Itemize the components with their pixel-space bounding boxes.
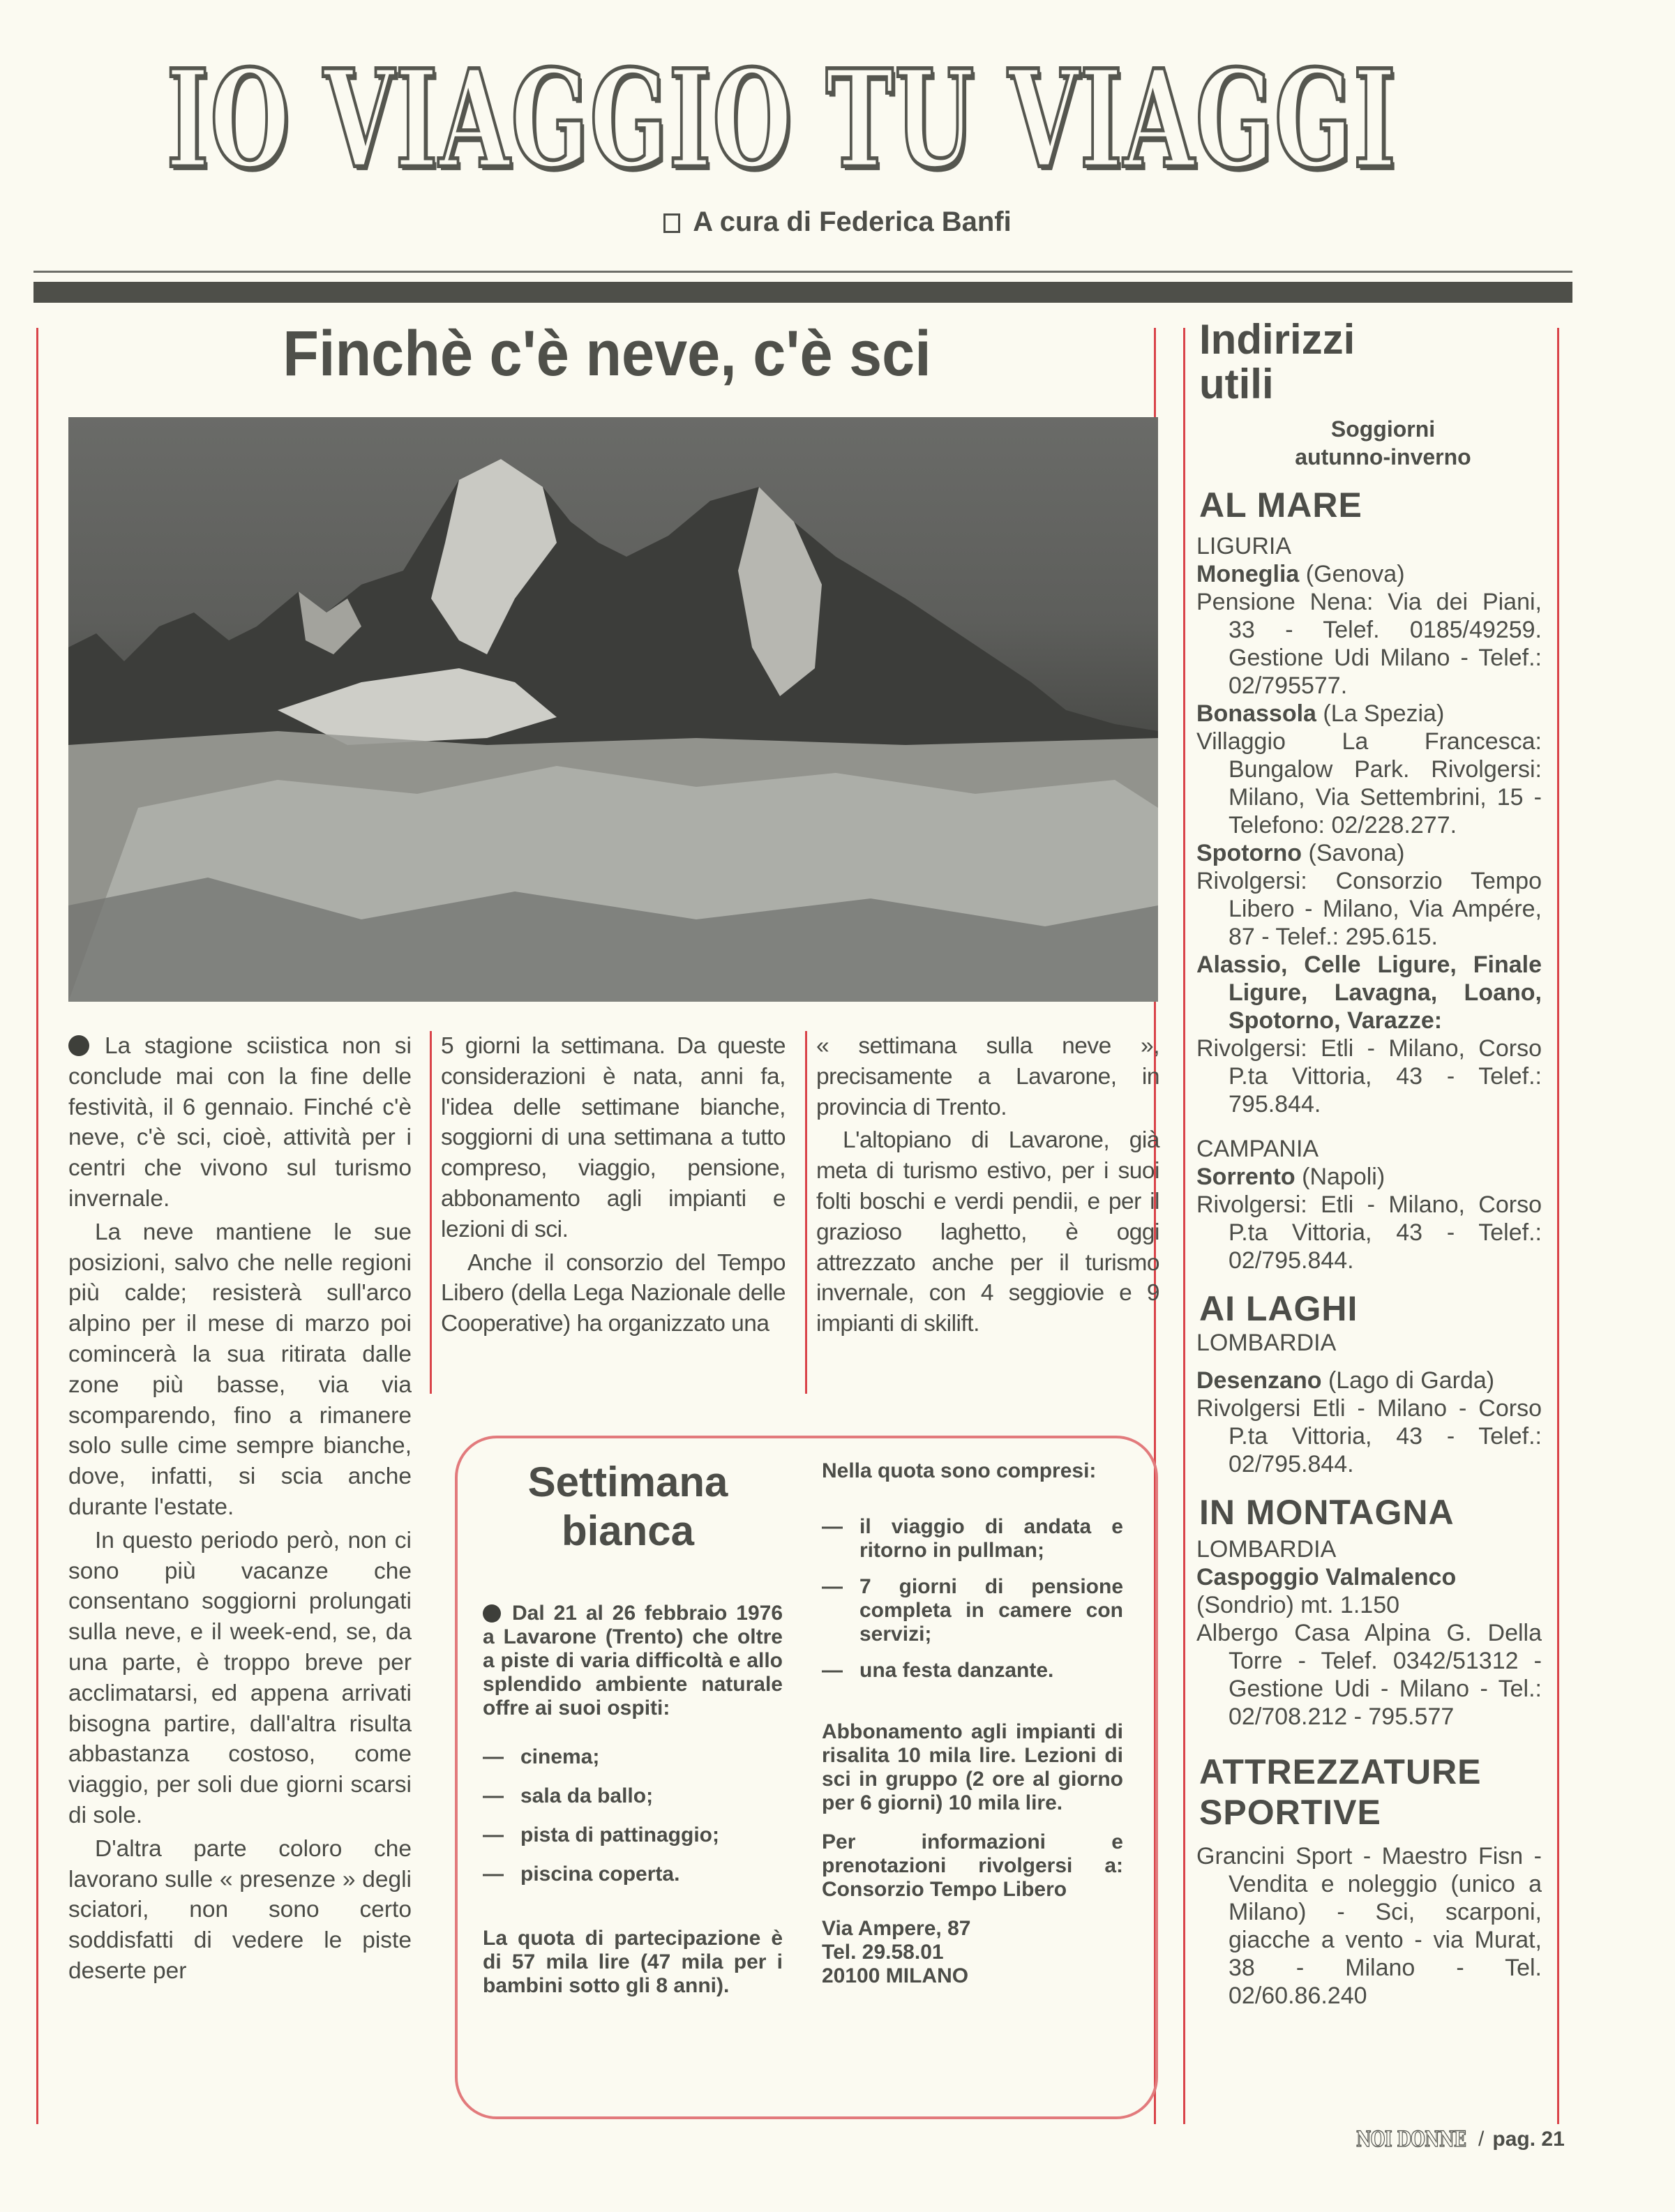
bullet-icon <box>483 1604 501 1623</box>
offer-item: — cinema; <box>483 1745 600 1768</box>
included-item: — 7 giorni di pensione completa in camere con servizi; <box>822 1575 1123 1646</box>
offer-item: — pista di pattinaggio; <box>483 1823 719 1846</box>
bullet-icon <box>68 1035 89 1056</box>
page-footer: NOI DONNE / pag. 21 <box>1355 2126 1565 2152</box>
box-address-city: 20100 MILANO <box>822 1964 969 1987</box>
page-number: pag. 21 <box>1492 2128 1565 2151</box>
column-rule-2 <box>805 1031 807 1394</box>
section-heading: AI LAGHI <box>1199 1289 1358 1328</box>
article-paragraph: « settimana sulla neve », precisamente a Lavarone, in provincia di Trento. <box>816 1033 1159 1120</box>
region-label: LOMBARDIA <box>1196 1536 1337 1563</box>
divider-thin <box>33 271 1572 273</box>
magazine-logo: NOI DONNE <box>1355 2126 1466 2152</box>
region-label: LOMBARDIA <box>1196 1330 1337 1356</box>
dash-icon: — <box>483 1823 504 1846</box>
dash-icon: — <box>822 1575 843 1598</box>
mountain-photo <box>68 417 1158 1002</box>
address-entry: Sorrento (Napoli) Rivolgersi: Etli - Milano, Corso P.ta Vittoria, 43 - Telef.: 02/795.844. <box>1196 1164 1542 1274</box>
included-heading: Nella quota sono compresi: <box>822 1459 1097 1482</box>
article-column-2 <box>441 1031 786 1342</box>
sidebar-title: Indirizzi utili <box>1199 316 1355 407</box>
article-paragraph: 5 giorni la settimana. Da queste considerazioni è nata, anni fa, l'idea delle settimane bianche, soggiorni di una settimana a tutto compreso, viaggio, pensione, abbonamento agli impianti e lezioni di sci. <box>441 1033 786 1242</box>
section-heading: AL MARE <box>1199 486 1362 525</box>
address-entry: Grancini Sport - Maestro Fisn - Vendita e noleggio (unico a Milano) - Sci, scarponi, giacche a vento - via Murat, 38 - Milano - Tel. 02/60.86.240 <box>1196 1843 1542 2009</box>
column-rule-left <box>36 328 38 2124</box>
box-extras: Abbonamento agli impianti di risalita 10 mila lire. Lezioni di sci in gruppo (2 ore al giorno per 6 giorni) 10 mila lire. <box>822 1720 1123 1814</box>
dash-icon: — <box>822 1659 843 1682</box>
offer-item: — sala da ballo; <box>483 1784 654 1807</box>
masthead-title: IO VIAGGIO TU VIAGGI <box>166 39 1397 198</box>
dash-icon: — <box>483 1745 504 1768</box>
divider-thick <box>33 282 1572 303</box>
address-entry: Spotorno (Savona) Rivolgersi: Consorzio Tempo Libero - Milano, Via Ampére, 87 - Telef.: 295.615. <box>1196 840 1542 950</box>
article-paragraph: L'altopiano di Lavarone, già meta di turismo estivo, per i suoi folti boschi e verdi pendii, e per il grazioso laghetto, è oggi attrezzato anche per il turismo invernale, con 4 seggiovie e 9 impianti di skilift. <box>816 1127 1159 1337</box>
sidebar-rule-left <box>1183 328 1185 2124</box>
dash-icon: — <box>822 1515 843 1538</box>
box-address-street: Via Ampere, 87 <box>822 1917 971 1940</box>
sidebar-subtitle: Soggiorni autunno-inverno <box>1295 416 1471 469</box>
included-item: — una festa danzante. <box>822 1659 1054 1682</box>
indirizzi-utili-sidebar <box>1196 317 1542 2010</box>
offer-item: — piscina coperta. <box>483 1863 680 1886</box>
included-item: — il viaggio di andata e ritorno in pullman; <box>822 1515 1123 1562</box>
article-paragraph: D'altra parte coloro che lavorano sulle « presenze » degli sciatori, non sono certo soddisfatti di vedere le piste deserte per <box>68 1835 412 1984</box>
box-left-column <box>483 1602 783 1998</box>
article-paragraph: La stagione sciistica non si conclude mai con la fine delle festività, il 6 gennaio. Finché c'è neve, c'è sci, cioè, attività per i centri che vivono sul turismo invernale. <box>68 1033 412 1212</box>
section-heading: IN MONTAGNA <box>1199 1493 1455 1532</box>
box-intro: Dal 21 al 26 febbraio 1976 a Lavarone (Trento) che oltre a piste di varia difficoltà e allo splendido ambiente naturale offre ai suoi ospiti: <box>483 1602 783 1720</box>
article-paragraph: Anche il consorzio del Tempo Libero (della Lega Nazionale delle Cooperative) ha organizzato una <box>441 1249 786 1337</box>
article-column-1 <box>68 1031 412 1989</box>
column-rule-1 <box>430 1031 432 1394</box>
box-address-phone: Tel. 29.58.01 <box>822 1941 944 1964</box>
box-title: Settimana bianca <box>527 1459 728 1554</box>
byline <box>0 206 1675 238</box>
article-headline: Finchè c'è neve, c'è sci <box>283 318 931 389</box>
byline-text: A cura di Federica Banfi <box>693 206 1012 237</box>
address-entry: Bonassola (La Spezia) Villaggio La Francesca: Bungalow Park. Rivolgersi: Milano, Via Settembrini, 15 - Telefono: 02/228.277. <box>1196 700 1542 838</box>
dash-icon: — <box>483 1863 504 1886</box>
mountain-illustration <box>68 417 1158 1002</box>
article-paragraph: La neve mantiene le sue posizioni, salvo che nelle regioni più calde; resisterà sull'arco alpino per il mese di marzo poi comincerà la sua ritirata dalle zone più basse, via via scomparendo, fino a rimanere solo sulle cime sempre bianche, dove, infatti, si scia anche durante l'estate. <box>68 1219 412 1520</box>
box-right-column <box>822 1459 1123 1988</box>
article-paragraph: In questo periodo però, non ci sono più vacanze che consentano soggiorni prolungati sulla neve, e il week-end, se, da una parte, è troppo breve per acclimatarsi, ed appena arrivati bisogna partire, dall'altra risulta abbastanza costoso, come viaggio, per soli due giorni scarsi di sole. <box>68 1527 412 1828</box>
address-entry: Alassio, Celle Ligure, Finale Ligure, Lavagna, Loano, Spotorno, Varazze: Rivolgersi: Etli - Milano, Corso P.ta Vittoria, 43 - Telef.: 795.844. <box>1196 951 1542 1118</box>
sidebar-rule-right <box>1557 328 1559 2124</box>
region-label: CAMPANIA <box>1196 1136 1319 1162</box>
region-label: LIGURIA <box>1196 533 1292 559</box>
address-entry: Desenzano (Lago di Garda) Rivolgersi Etli - Milano - Corso P.ta Vittoria, 43 - Telef.: 02/795.844. <box>1196 1367 1542 1477</box>
article-column-3 <box>816 1031 1159 1342</box>
square-outline-icon <box>663 213 680 233</box>
masthead <box>98 39 1465 198</box>
box-price: La quota di partecipazione è di 57 mila lire (47 mila per i bambini sotto gli 8 anni). <box>483 1927 783 1997</box>
box-info: Per informazioni e prenotazioni rivolgersi a: Consorzio Tempo Libero <box>822 1830 1123 1901</box>
dash-icon: — <box>483 1784 504 1807</box>
address-entry: Moneglia (Genova) Pensione Nena: Via dei Piani, 33 - Telef. 0185/49259. Gestione Udi Milano - Telef.: 02/795577. <box>1196 561 1542 699</box>
section-heading: ATTREZZATURE SPORTIVE <box>1199 1752 1482 1832</box>
address-entry: Caspoggio Valmalenco (Sondrio) mt. 1.150 Albergo Casa Alpina G. Della Torre - Telef. 0342/51312 - Gestione Udi - Milano - Tel.: 02/708.212 - 795.577 <box>1196 1564 1542 1730</box>
